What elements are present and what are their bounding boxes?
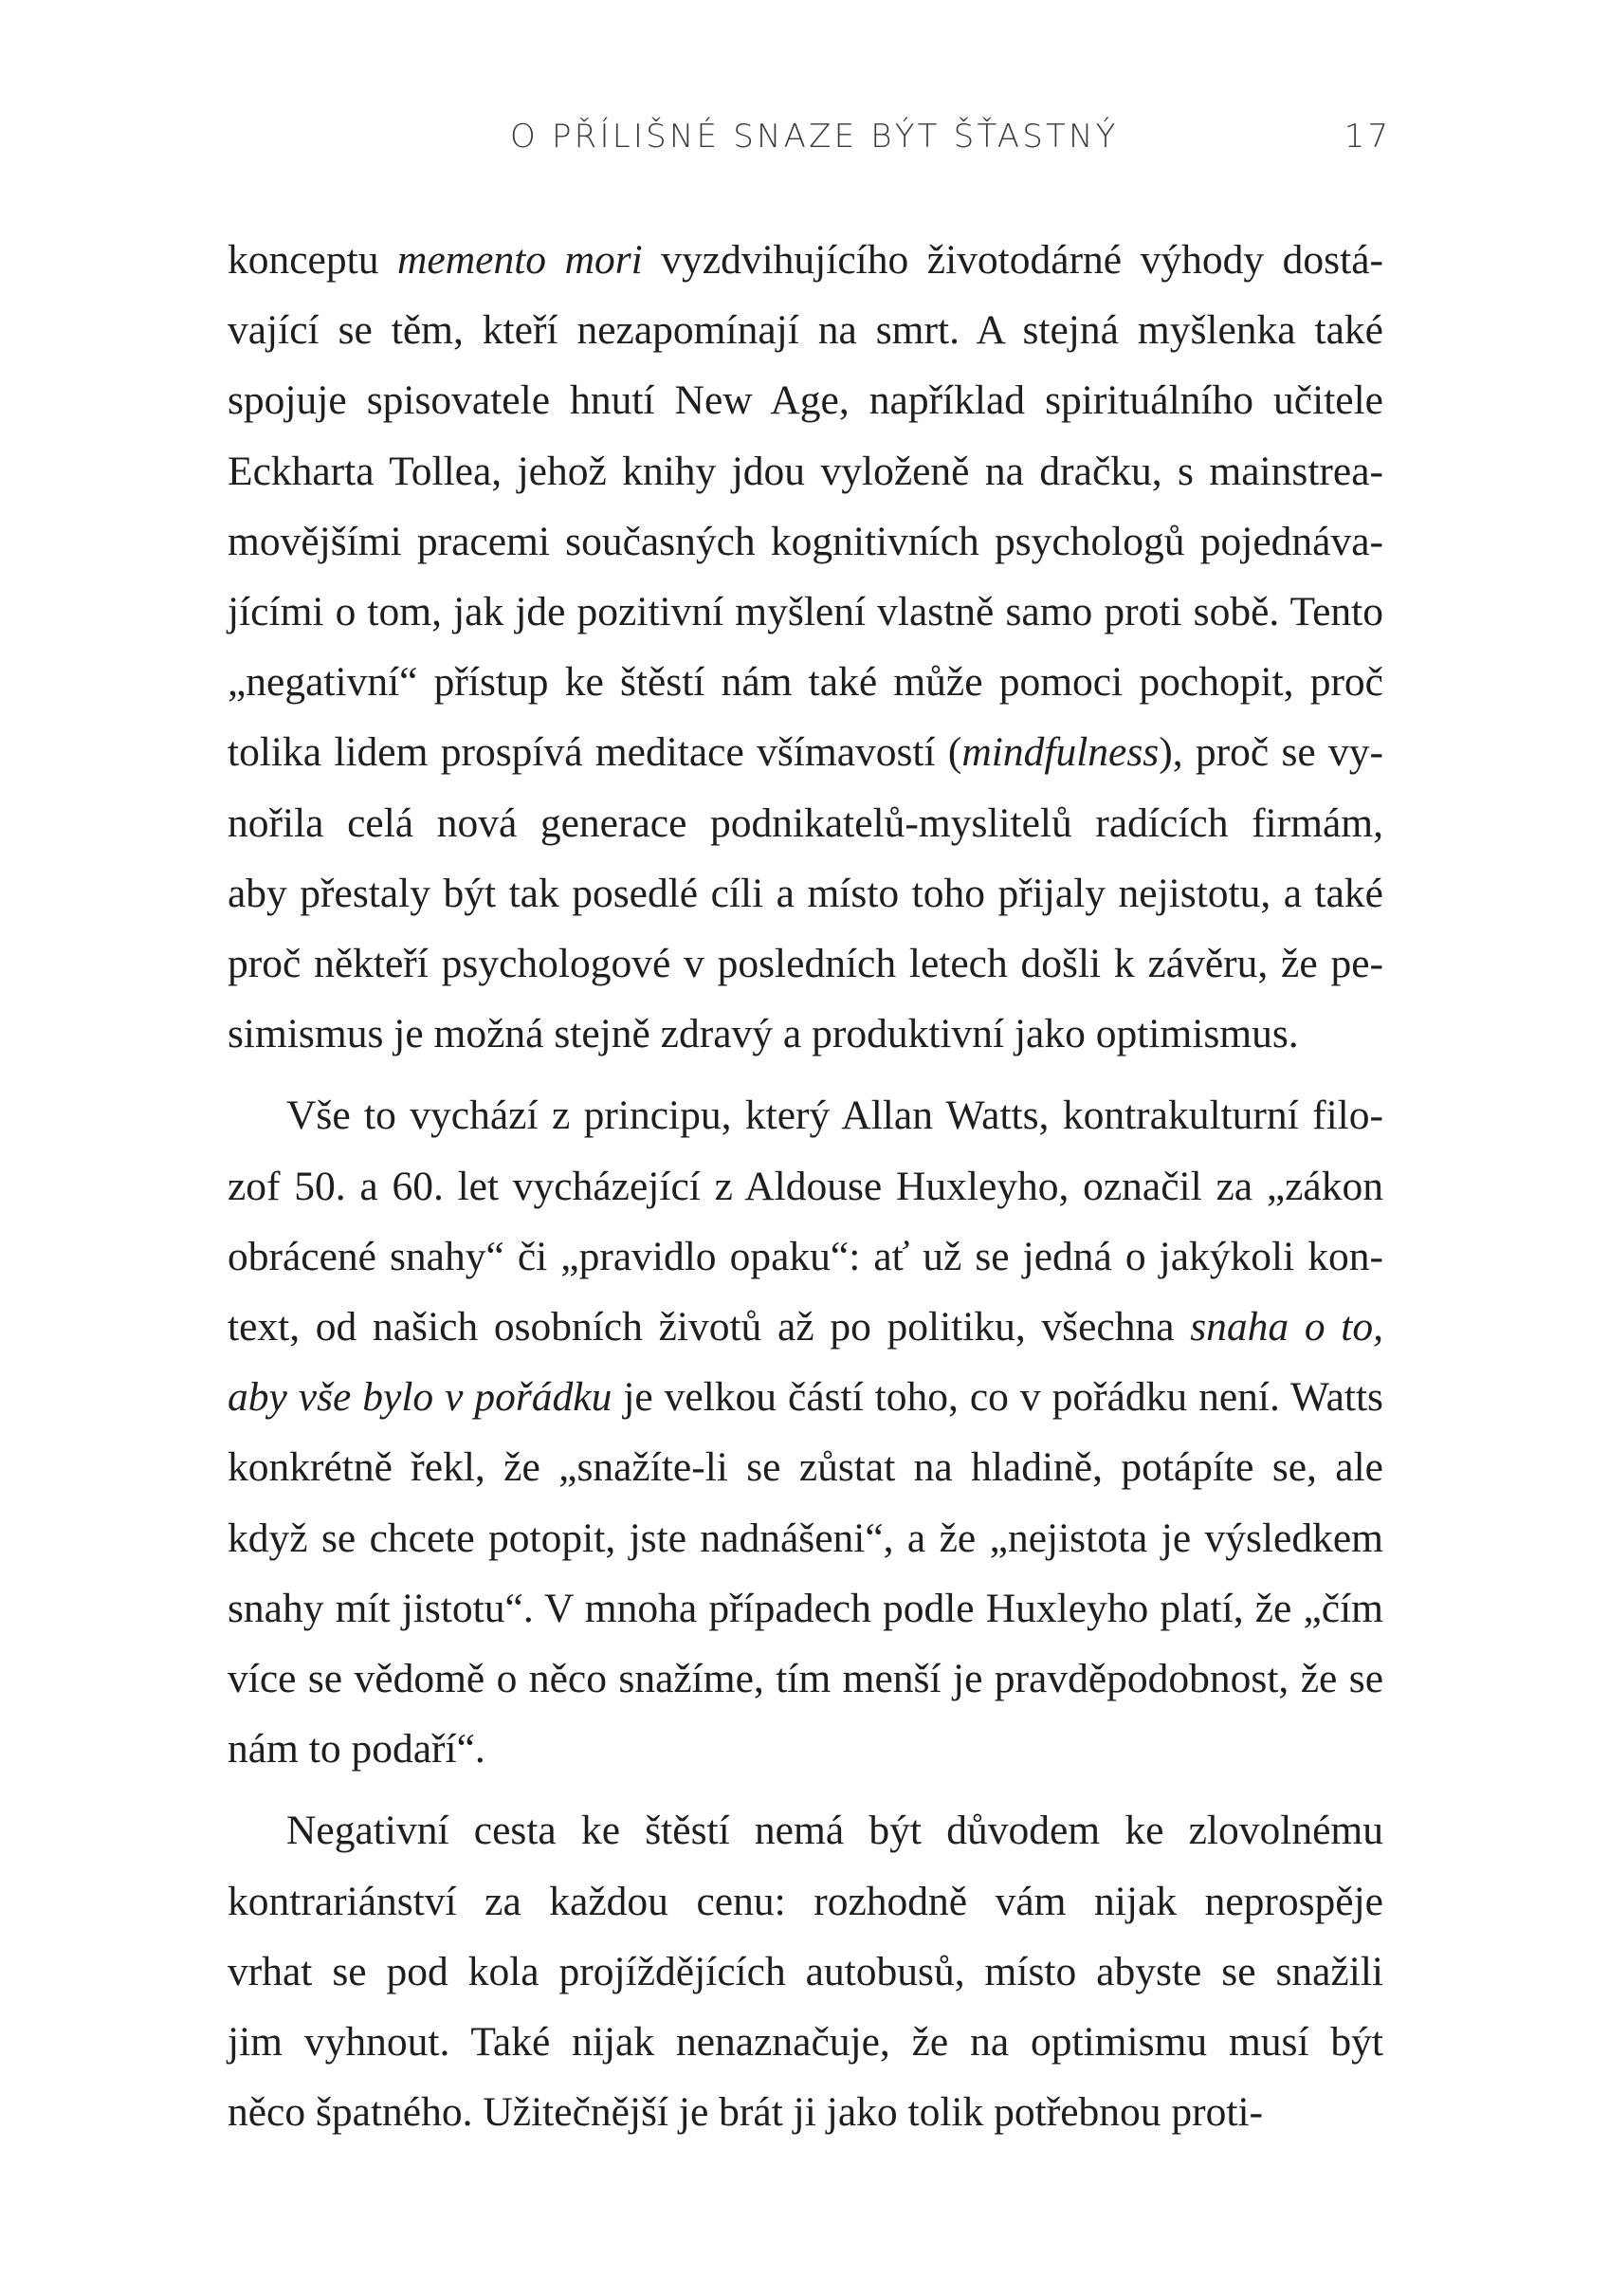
text-run: vyzdvihujícího životodárné výhody dostá- bbox=[642, 237, 1383, 283]
text-run: vrhat se pod kola projíždějících autobusů, místo abyste se snažili bbox=[228, 1948, 1383, 1994]
text-line bbox=[228, 928, 1383, 999]
text-run: obrácené snahy“ či „pravidlo opaku“: ať už se jedná o jakýkoli kon- bbox=[228, 1233, 1383, 1279]
text-line bbox=[228, 788, 1383, 858]
text-line bbox=[228, 717, 1383, 787]
text-run: jícími o tom, jak jde pozitivní myšlení vlastně samo proti sobě. Tento bbox=[228, 589, 1383, 635]
page-number: 17 bbox=[1344, 118, 1391, 156]
text-line bbox=[228, 1432, 1383, 1502]
text-run: movějšími pracemi současných kognitivních psychologů pojednáva- bbox=[228, 518, 1383, 564]
body-text bbox=[228, 225, 1383, 2147]
text-run: Eckharta Tollea, jehož knihy jdou vyloženě na dračku, s mainstrea- bbox=[228, 448, 1383, 494]
text-line bbox=[228, 1292, 1383, 1362]
text-line bbox=[228, 225, 1383, 295]
text-run: Negativní cesta ke štěstí nemá být důvodem ke zlovolnému bbox=[286, 1808, 1383, 1854]
text-line bbox=[228, 2007, 1383, 2077]
running-title: O PŘÍLIŠNÉ SNAZE BÝT ŠŤASTNÝ bbox=[510, 118, 1119, 156]
text-run: více se vědomě o něco snažíme, tím menší je pravděpodobnost, že se bbox=[228, 1656, 1383, 1702]
text-run: konceptu bbox=[228, 237, 397, 283]
text-line bbox=[228, 1221, 1383, 1292]
text-line bbox=[228, 647, 1383, 717]
text-run: nám to podaří“. bbox=[228, 1726, 485, 1773]
italic-phrase: memento mori bbox=[397, 237, 643, 283]
text-line bbox=[228, 1866, 1383, 1937]
text-run: „negativní“ přístup ke štěstí nám také může pomoci pochopit, proč bbox=[228, 659, 1383, 706]
text-line bbox=[228, 295, 1383, 365]
text-line bbox=[228, 436, 1383, 506]
text-run: zof 50. a 60. let vycházející z Aldouse Huxleyho, označil za „zákon bbox=[228, 1163, 1383, 1209]
text-run: Vše to vychází z principu, který Allan Watts, kontrakulturní filo- bbox=[286, 1093, 1383, 1139]
text-run: text, od našich osobních životů až po politiku, všechna bbox=[228, 1304, 1191, 1350]
text-run: tolika lidem prospívá meditace všímavostí ( bbox=[228, 729, 962, 776]
text-run: něco špatného. Užitečnější je brát ji jako tolik potřebnou proti- bbox=[228, 2089, 1264, 2136]
text-run: kontrariánství za každou cenu: rozhodně vám nijak neprospěje bbox=[228, 1878, 1383, 1924]
paragraph-gap bbox=[228, 1069, 1383, 1080]
text-run: nořila celá nová generace podnikatelů-myslitelů radících firmám, bbox=[228, 799, 1383, 846]
text-line bbox=[228, 506, 1383, 577]
text-line bbox=[228, 858, 1383, 928]
text-line bbox=[228, 1795, 1383, 1865]
text-run: aby přestaly být tak posedlé cíli a místo toho přijaly nejistotu, a také bbox=[228, 870, 1383, 916]
text-run: jim vyhnout. Také nijak nenaznačuje, že na optimismu musí být bbox=[228, 2019, 1383, 2066]
running-header bbox=[0, 118, 1609, 165]
paragraph-gap bbox=[228, 1784, 1383, 1795]
text-line bbox=[228, 1080, 1383, 1150]
text-line bbox=[228, 365, 1383, 435]
text-line bbox=[228, 577, 1383, 647]
italic-phrase: mindfulness bbox=[961, 729, 1160, 776]
text-line bbox=[228, 1503, 1383, 1573]
text-line bbox=[228, 1573, 1383, 1644]
italic-phrase: snaha o to, bbox=[1190, 1304, 1383, 1350]
text-run: simismus je možná stejně zdravý a produktivní jako optimismus. bbox=[228, 1011, 1299, 1057]
text-run: vající se těm, kteří nezapomínají na smrt. A stejná myšlenka také bbox=[228, 307, 1383, 354]
text-line bbox=[228, 1151, 1383, 1221]
text-run: konkrétně řekl, že „snažíte-li se zůstat na hladině, potápíte se, ale bbox=[228, 1444, 1383, 1491]
text-run: ), proč se vy- bbox=[1159, 729, 1383, 776]
text-run: spojuje spisovatele hnutí New Age, například spirituálního učitele bbox=[228, 377, 1383, 424]
text-line bbox=[228, 1362, 1383, 1432]
italic-phrase: aby vše bylo v pořádku bbox=[228, 1374, 613, 1421]
text-line bbox=[228, 1714, 1383, 1784]
text-line bbox=[228, 999, 1383, 1069]
text-line bbox=[228, 2077, 1383, 2147]
text-run: je velkou částí toho, co v pořádku není. Watts bbox=[612, 1374, 1383, 1421]
text-run: když se chcete potopit, jste nadnášeni“, a že „nejistota je výsledkem bbox=[228, 1515, 1383, 1561]
text-run: proč někteří psychologové v posledních letech došli k závěru, že pe- bbox=[228, 941, 1383, 987]
text-line bbox=[228, 1644, 1383, 1714]
text-line bbox=[228, 1937, 1383, 2007]
text-run: snahy mít jistotu“. V mnoha případech podle Huxleyho platí, že „čím bbox=[228, 1585, 1383, 1631]
